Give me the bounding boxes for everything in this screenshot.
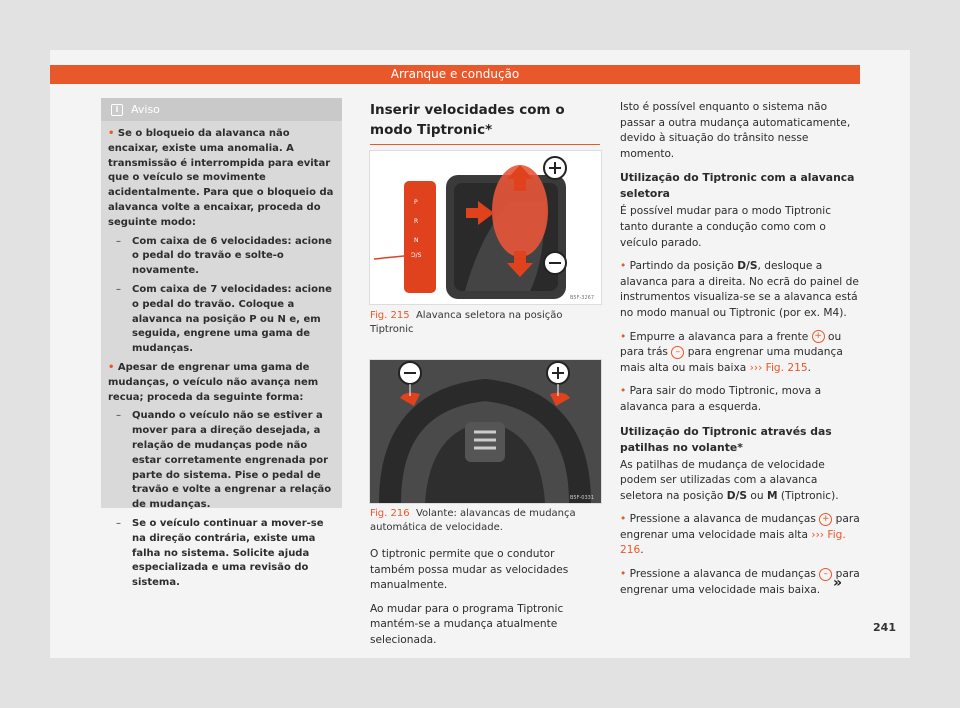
minus-key-icon: – <box>819 568 832 581</box>
section-rule <box>370 144 600 145</box>
subheading: Utilização do Tiptronic com a alavanca seletora <box>620 171 855 201</box>
seat-logo <box>465 422 505 462</box>
plus-key-icon: + <box>819 513 832 526</box>
warning-subitem: – Com caixa de 6 velocidades: acione o pedal do travão e solte-o novamente. <box>108 235 336 279</box>
body-paragraph: Ao mudar para o programa Tiptronic mantém-se a mudança atualmente selecionada. <box>370 602 564 646</box>
figure-code: B5F-3267 <box>570 295 595 301</box>
figure-216 <box>369 359 602 504</box>
list-item: • Pressione a alavanca de mudanças – para engrenar uma velocidade mais baixa. <box>620 568 860 596</box>
continue-marker: » <box>833 575 843 591</box>
figure-link[interactable]: ››› Fig. 215 <box>749 361 808 374</box>
steering-wheel-illustration <box>370 360 601 503</box>
gate-label-r: R <box>414 218 419 225</box>
gate-panel <box>404 181 436 293</box>
body-paragraph: O tiptronic permite que o condutor também possa mudar as velocidades manualmente. <box>370 548 569 592</box>
body-paragraph: É possível mudar para o modo Tiptronic tanto durante a condução como com o veículo parado. <box>620 205 832 249</box>
figure-215-caption: Fig. 215 Alavanca seletora na posição Tiptronic <box>370 310 563 335</box>
warning-title: Aviso <box>131 103 160 116</box>
figure-code: B5F-0331 <box>570 495 595 501</box>
list-item: • Pressione a alavanca de mudanças + para engrenar uma velocidade mais alta ››› Fig. 216. <box>620 513 860 557</box>
figure-link[interactable]: ››› Fig. 216 <box>620 528 846 557</box>
figure-216-caption: Fig. 216 Volante: alavancas de mudança automática de velocidade. <box>370 508 576 533</box>
list-item: • Partindo da posição D/S, desloque a alavanca para a direita. No ecrã do painel de instrumentos visualiza-se se a alavanca está no modo manual ou Tiptronic (por ex. M4). <box>620 260 859 319</box>
warning-subitem: – Quando o veículo não se estiver a mover para a direção desejada, a relação de mudanças pode não estar corretamente engrenada por parte do sistema. Pise o pedal de travão e volte a engrenar a relação de mudanças. <box>108 409 336 513</box>
gate-label-p: P <box>414 199 418 206</box>
warning-box <box>101 98 342 589</box>
body-paragraph: Isto é possível enquanto o sistema não passar a outra mudança automaticamente, devido à situação do trânsito nesse momento. <box>620 101 851 160</box>
warning-item: • Se o bloqueio da alavanca não encaixar, existe uma anomalia. A transmissão é interrompida para evitar que o veículo se movimente acidentalmente. Para que o bloqueio da alavanca volte a encaixar, proceda do seguinte modo: <box>108 128 334 228</box>
section-title: Inserir velocidades com o modo Tiptronic* <box>370 102 565 138</box>
subheading: Utilização do Tiptronic através das patilhas no volante* <box>620 424 832 454</box>
warning-item: • Apesar de engrenar uma gama de mudanças, o veículo não avança nem recua; proceda da seguinte forma: <box>108 361 319 403</box>
warning-subitem: – Se o veículo continuar a mover-se na direção contrária, existe uma falha no sistema. Solicite ajuda especializada e uma revisão do sistema. <box>108 517 336 591</box>
minus-key-icon: – <box>671 346 684 359</box>
gear-selector-illustration <box>370 151 601 304</box>
page-number: 241 <box>873 621 896 634</box>
gate-label-n: N <box>414 237 419 244</box>
list-item: • Para sair do modo Tiptronic, mova a alavanca para a esquerda. <box>620 385 822 413</box>
list-item: • Empurre a alavanca para a frente + ou para trás – para engrenar uma mudança mais alta ou mais baixa ››› Fig. 215. <box>620 330 843 374</box>
warning-header <box>101 98 342 121</box>
chapter-header: Arranque e condução <box>50 65 860 84</box>
figure-215 <box>369 150 602 305</box>
plus-key-icon: + <box>812 330 825 343</box>
info-icon: i <box>111 104 123 116</box>
body-paragraph: As patilhas de mudança de velocidade podem ser utilizadas com a alavanca seletora na posição D/S ou M (Tiptronic). <box>620 458 839 502</box>
gate-label-ds: D/S <box>411 252 422 259</box>
warning-subitem: – Com caixa de 7 velocidades: acione o pedal do travão. Coloque a alavanca na posição P ou N e, em seguida, engrene uma gama de mudanças. <box>108 283 336 357</box>
